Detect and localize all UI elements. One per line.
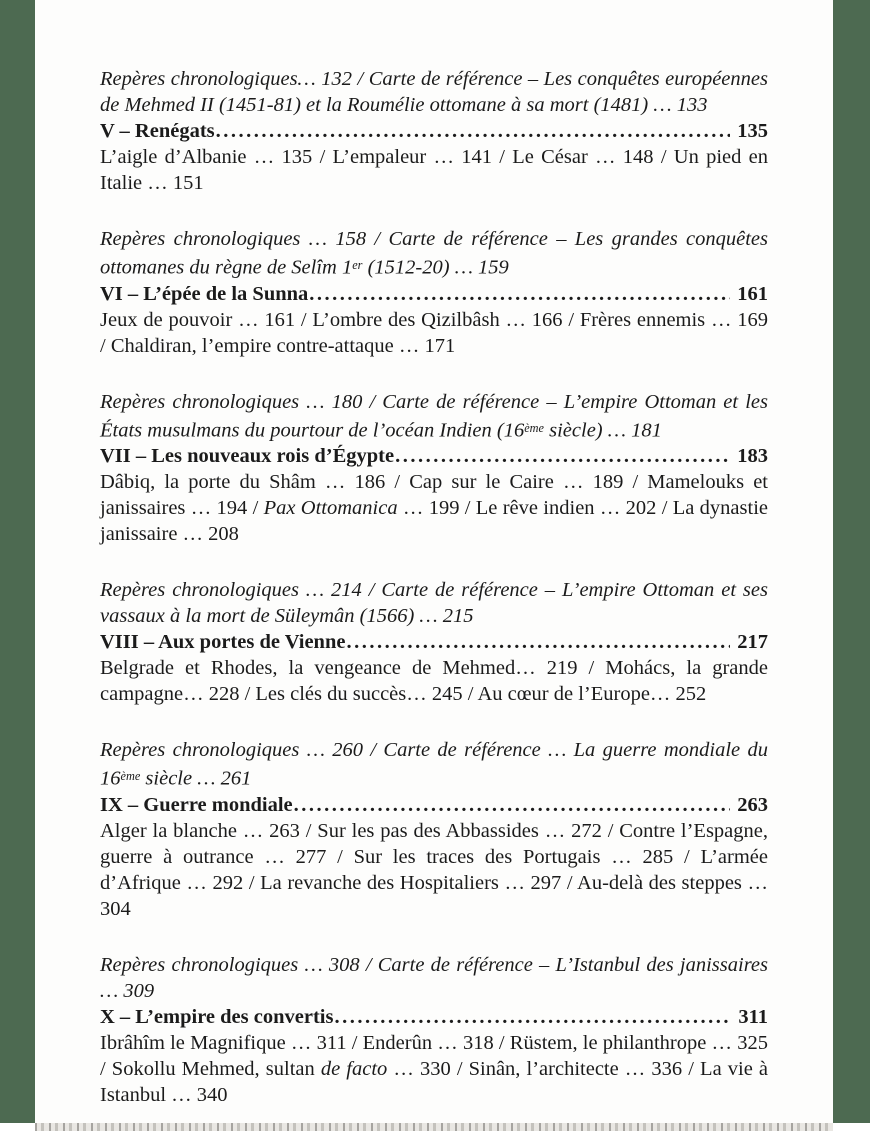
dot-leader [395, 443, 730, 469]
subsection-line: Ibrâhîm le Magnifique … 311 / Enderûn … 318 / Rüstem, le philanthrope … 325 / Sokollu Mehmed, sultan de facto … 330 / Sinân, l’architecte … 336 / La vie à Istanbul … 340 [100, 1032, 769, 1107]
reperes-line: Repères chronologiques … 260 / Carte de référence … La guerre mondiale du 16ème siècle … 261 [100, 739, 768, 791]
toc-section-vii [100, 389, 768, 548]
subsection-line: Belgrade et Rhodes, la vengeance de Mehmed… 219 / Mohács, la grande campagne… 228 / Les clés du succès… 245 / Au cœur de l’Europe… 252 [100, 657, 768, 706]
toc-section-viii [100, 577, 768, 707]
table-of-contents [100, 66, 768, 1108]
toc-section-vi [100, 226, 768, 359]
reperes-line: Repères chronologiques … 308 / Carte de référence – L’Istanbul des janissaires … 309 [100, 954, 768, 1003]
subsection-line: Dâbiq, la porte du Shâm … 186 / Cap sur le Caire … 189 / Mamelouks et janissaires … 194 / Pax Ottomanica … 199 / Le rêve indien … 202 / La dynastie janissaire … 208 [100, 471, 768, 546]
dot-leader [216, 118, 731, 144]
dot-leader [309, 281, 730, 307]
chapter-row [100, 629, 768, 655]
reperes-line: Repères chronologiques … 180 / Carte de référence – L’empire Ottoman et les États musulmans du pourtour de l’océan Indien (16ème siècle) … 181 [100, 390, 768, 442]
chapter-title: IX – Guerre mondiale [100, 794, 293, 817]
subsection-line: Alger la blanche … 263 / Sur les pas des Abbassides … 272 / Contre l’Espagne, guerre à outrance … 277 / Sur les traces des Portugais … 285 / L’armée d’Afrique … 292 / La revanche des Hospitaliers … 297 / Au-delà des steppes … 304 [100, 820, 768, 921]
chapter-title: V – Renégats [100, 120, 215, 142]
reperes-line: Repères chronologiques… 132 / Carte de référence – Les conquêtes européennes de Mehmed II (1451-81) et la Roumélie ottomane à sa mort (1481) … 133 [100, 68, 768, 116]
reperes-line: Repères chronologiques … 214 / Carte de référence – L’empire Ottoman et ses vassaux à la mort de Süleymân (1566) … 215 [100, 579, 768, 628]
book-edge-right [833, 0, 870, 1123]
book-edge-left [0, 0, 35, 1123]
chapter-page-number: 217 [737, 631, 768, 654]
toc-section-ix [100, 737, 768, 922]
dot-leader [294, 792, 731, 818]
chapter-row [100, 281, 768, 307]
reperes-line: Repères chronologiques … 158 / Carte de référence – Les grandes conquêtes ottomanes du règne de Selîm 1er (1512-20) … 159 [100, 228, 768, 279]
chapter-page-number: 161 [737, 282, 768, 305]
chapter-page-number: 135 [737, 120, 768, 142]
chapter-row [100, 1004, 768, 1030]
chapter-page-number: 183 [737, 445, 768, 468]
chapter-title: VII – Les nouveaux rois d’Égypte [100, 445, 395, 468]
toc-section-v [100, 66, 768, 196]
subsection-line: L’aigle d’Albanie … 135 / L’empaleur … 141 / Le César … 148 / Un pied en Italie … 151 [100, 146, 768, 194]
page-bottom-scan-edge [35, 1123, 833, 1131]
dot-leader [346, 629, 730, 655]
chapter-page-number: 311 [738, 1006, 768, 1029]
chapter-row [100, 792, 768, 818]
chapter-page-number: 263 [737, 794, 768, 817]
chapter-row [100, 118, 768, 144]
chapter-row [100, 443, 768, 469]
chapter-title: X – L’empire des convertis [100, 1006, 334, 1029]
chapter-title: VI – L’épée de la Sunna [100, 282, 309, 305]
dot-leader [334, 1004, 731, 1030]
toc-section-x [100, 952, 768, 1108]
chapter-title: VIII – Aux portes de Vienne [100, 631, 346, 654]
subsection-line: Jeux de pouvoir … 161 / L’ombre des Qizilbâsh … 166 / Frères ennemis … 169 / Chaldiran, l’empire contre-attaque … 171 [100, 308, 768, 357]
